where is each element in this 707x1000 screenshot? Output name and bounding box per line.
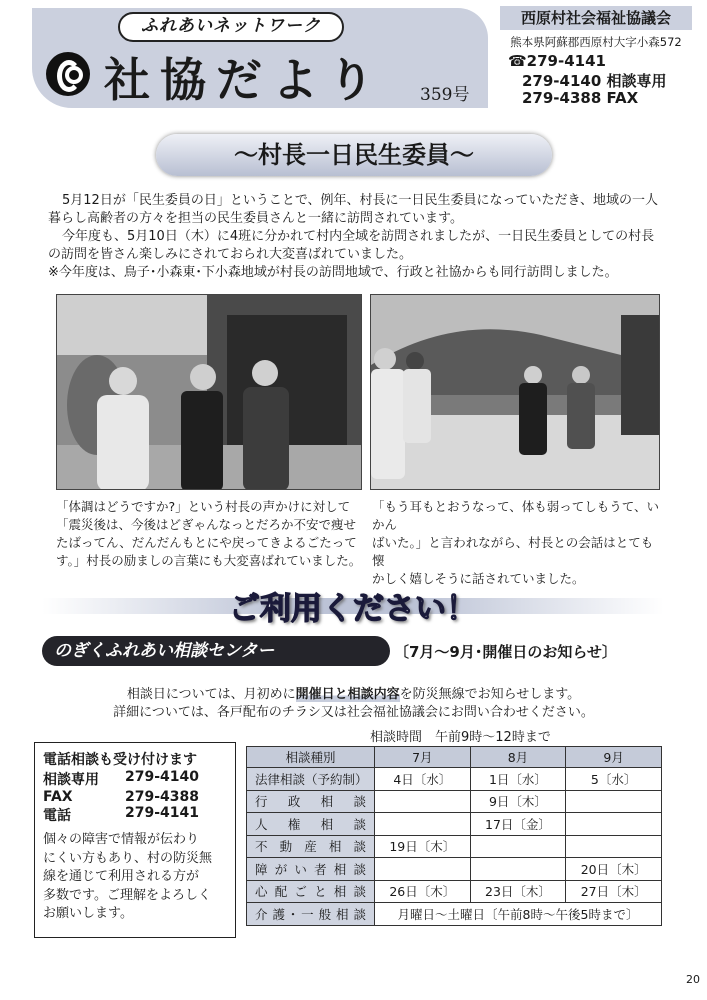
consult-hours: 相談時間 午前9時〜12時まで <box>370 730 551 745</box>
article-line: 5月12日が「民生委員の日」ということで、例年、村長に一日民生委員になっていただき、地域の一人 <box>62 193 659 208</box>
cell-jul: 26日〔木〕 <box>375 880 471 903</box>
caption-line: ばいた。」と言われながら、村長との会話はとても懐 <box>372 535 654 568</box>
table-header-row <box>247 747 662 768</box>
caption-line: 「体調はどうですか?」という村長の声かけに対して <box>56 499 351 514</box>
info-line-1 <box>0 683 707 702</box>
caption-line: かしく嬉しそうに話されていました。 <box>372 571 585 586</box>
phone-label: 電話 <box>43 808 71 824</box>
cell-sep: 5〔水〕 <box>566 768 662 791</box>
photo-left-image <box>57 295 362 490</box>
cell-jul <box>375 858 471 881</box>
caption-line: 「震災後は、今後はどぎゃんなっとだろか不安で痩せ <box>56 517 357 532</box>
phone-box-body <box>43 831 227 924</box>
center-name: のぎくふれあい相談センター <box>42 636 390 666</box>
cell-jul: 4日〔水〕 <box>375 768 471 791</box>
body-line: 個々の障害で情報が伝わり <box>43 832 200 847</box>
tel-main: ☎279-4141 <box>508 52 606 70</box>
header-aug: 8月 <box>470 747 566 768</box>
cell-sep <box>566 835 662 858</box>
article-title: 〜村長一日民生委員〜 <box>156 134 552 176</box>
photo-right-image <box>371 295 660 490</box>
banner-title: ご利用ください！ <box>229 591 477 627</box>
network-label: ふれあいネットワーク <box>118 12 344 42</box>
caption-right <box>372 498 662 588</box>
cell-aug: 1日〔水〕 <box>470 768 566 791</box>
phone-number: 279-4388 <box>125 789 199 805</box>
phone-number: 279-4141 <box>125 805 199 821</box>
org-name: 西原村社会福祉協議会 <box>500 6 692 30</box>
body-line: 線を通じて利用される方が <box>43 869 200 884</box>
article-line: 暮らし高齢者の方々を担当の民生委員さんと一緒に訪問されています。 <box>48 211 463 226</box>
row-kind: 介護･一般相談 <box>247 903 375 926</box>
header-kind: 相談種別 <box>247 747 375 768</box>
caption-line: す。」村長の励ましの言葉にも大変喜ばれていました。 <box>56 553 362 568</box>
header-sep: 9月 <box>566 747 662 768</box>
article-line: 今年度も、5月10日（木）に4班に分かれて村内全域を訪問されましたが、一日民生委員としての村長 <box>62 229 655 244</box>
caption-line: たばってん、だんだんもとにや戻ってきよるごたって <box>56 535 357 550</box>
cell-aug: 9日〔木〕 <box>470 790 566 813</box>
row-kind: 障がい者相談 <box>247 858 375 881</box>
info-text: 相談日については、月初めに <box>126 687 296 702</box>
cell-sep: 27日〔木〕 <box>566 880 662 903</box>
phone-number: 279-4140 <box>125 769 199 785</box>
table-row <box>247 813 662 836</box>
center-subtitle: 〔7月〜9月･開催日のお知らせ〕 <box>394 643 617 661</box>
cell-jul <box>375 790 471 813</box>
table-row <box>247 903 662 926</box>
row-kind: 法律相談（予約制） <box>247 768 375 791</box>
cell-sep: 20日〔木〕 <box>566 858 662 881</box>
photo-left <box>56 294 362 490</box>
info-line-2: 詳細については、各戸配布のチラシ又は社会福祉協議会にお問い合わせください。 <box>113 705 594 720</box>
row-kind: 心配ごと相談 <box>247 880 375 903</box>
row-kind: 人権相談 <box>247 813 375 836</box>
table-row <box>247 768 662 791</box>
article-line: ※今年度は、鳥子･小森東･下小森地域が村長の訪問地域で、行政と社協からも同行訪問しました。 <box>48 265 618 280</box>
page-number: 20 <box>686 973 700 986</box>
cell-jul: 19日〔木〕 <box>375 835 471 858</box>
newsletter-title: 社協だより <box>104 53 384 107</box>
phone-label: FAX <box>43 789 73 805</box>
masthead <box>32 8 488 108</box>
cell-sep <box>566 790 662 813</box>
cell-aug: 17日〔金〕 <box>470 813 566 836</box>
council-logo-icon <box>46 52 90 96</box>
header-jul: 7月 <box>375 747 471 768</box>
tel-consult: 279-4140 相談専用 <box>522 72 667 90</box>
schedule-table <box>246 746 662 926</box>
phone-row <box>43 789 227 805</box>
info-text: を防災無線でお知らせします。 <box>399 687 581 702</box>
body-line: 多数です。ご理解をよろしく <box>43 887 211 903</box>
table-row <box>247 835 662 858</box>
issue-number: 359号 <box>420 85 470 105</box>
cell-aug <box>470 835 566 858</box>
phone-box-heading: 電話相談も受け付けます <box>43 752 197 768</box>
cell-general: 月曜日〜土曜日〔午前8時〜午後5時まで〕 <box>375 903 662 926</box>
phone-row <box>43 805 227 825</box>
phone-consult-box <box>34 742 236 938</box>
info-highlight: 開催日と相談内容 <box>295 687 400 702</box>
cell-aug <box>470 858 566 881</box>
phone-row <box>43 769 227 789</box>
row-kind: 行政相談 <box>247 790 375 813</box>
phone-label: 相談専用 <box>43 772 99 788</box>
caption-line: 「もう耳もとおうなって、体も弱ってしもうて、いかん <box>372 499 660 532</box>
fax-number: 279-4388 FAX <box>522 89 639 107</box>
table-row <box>247 880 662 903</box>
table-row <box>247 790 662 813</box>
table-row <box>247 858 662 881</box>
cell-sep <box>566 813 662 836</box>
caption-left <box>56 498 362 570</box>
cell-aug: 23日〔木〕 <box>470 880 566 903</box>
org-address: 熊本県阿蘇郡西原村大字小森572 <box>510 35 682 49</box>
row-kind: 不動産相談 <box>247 835 375 858</box>
article-line: の訪問を皆さん楽しみにされておられ大変喜ばれていました。 <box>48 247 413 262</box>
photo-right <box>370 294 660 490</box>
body-line: にくい方もあり、村の防災無 <box>43 850 213 866</box>
body-line: お願いします。 <box>43 906 133 921</box>
cell-jul <box>375 813 471 836</box>
